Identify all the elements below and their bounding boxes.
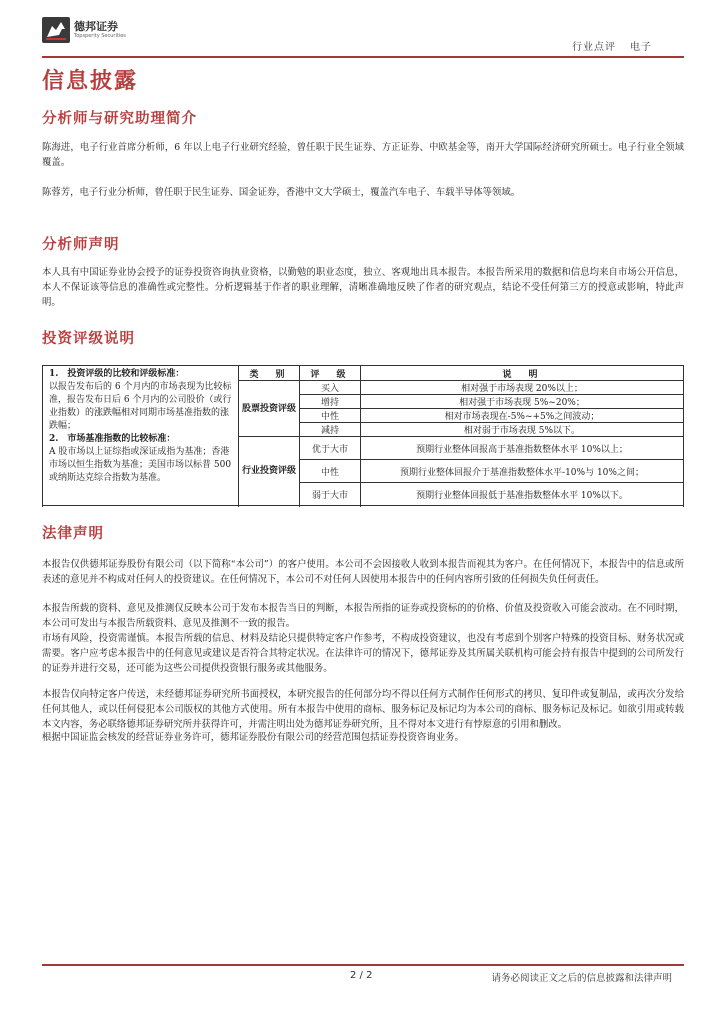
legal-paragraph-3: 市场有风险，投资需谨慎。本报告所载的信息、材料及结论只提供特定客户作参考，不构成投资建议，也没有考虑到个别客户特殊的投资目标、财务状况或需要。客户应考虑本报告中的任何意见或建议是否符合其特定状况。在法律许可的情况下，德邦证券及其所属关联机构可能会持有报告中提到的公司所发行的证券并进行交易，还可能为这些公司提供投资银行服务或其他服务。: [42, 633, 684, 675]
page-number: 2 / 2: [350, 970, 373, 981]
page-title: 信息披露: [42, 68, 139, 94]
legal-paragraph-5: 根据中国证监会核发的经营证券业务许可，德邦证券股份有限公司的经营范围包括证券投资咨询业务。: [42, 732, 464, 743]
analyst-intro-paragraph-1: 陈海进，电子行业首席分析师，6 年以上电子行业研究经验，曾任职于民生证券、方正证券、中欧基金等，南开大学国际经济研究所硕士。电子行业全领域覆盖。: [42, 142, 684, 169]
col-header-type: 类 别: [239, 366, 300, 381]
rating-neutral-desc: 相对市场表现在-5%~+5%之间波动；: [361, 409, 684, 423]
criteria-heading-1: 1. 投资评级的比较和评级标准：: [49, 369, 185, 379]
legal-paragraph-1: 本报告仅供德邦证券股份有限公司（以下简称“本公司”）的客户使用。本公司不会因接收人收到本报告而视其为客户。在任何情况下，本报告中的信息或所表述的意见并不构成对任何人的投资建议。在任何情况下，本公司不对任何人因使用本报告中的任何内容所引致的任何损失负任何责任。: [42, 559, 684, 586]
footer-note: 请务必阅读正文之后的信息披露和法律声明: [491, 973, 672, 984]
col-header-rating: 评 级: [300, 366, 361, 381]
rating-criteria-cell: [43, 366, 239, 506]
criteria-text-1: 以报告发布后的 6 个月内的市场表现为比较标准，报告发布日后 6 个月内的公司股价（或行业指数）的涨跌幅相对同期市场基准指数的涨跌幅；: [49, 382, 232, 431]
rating-outperform: 优于大市: [300, 437, 361, 460]
criteria-heading-2: 2. 市场基准指数的比较标准：: [49, 434, 176, 444]
rating-neutral: 中性: [300, 409, 361, 423]
section-title-analyst-intro: 分析师与研究助理简介: [42, 110, 197, 127]
report-type: 行业点评: [572, 42, 616, 53]
rating-overweight: 增持: [300, 395, 361, 409]
legal-paragraph-2: 本报告所载的资料、意见及推测仅反映本公司于发布本报告当日的判断，本报告所指的证券或投资标的的价格、价值及投资收入可能会波动。在不同时期，本公司可发出与本报告所载资料、意见及推测不一致的报告。: [42, 603, 684, 630]
industry-rating-group: 行业投资评级: [239, 437, 300, 506]
header-category: [572, 38, 652, 53]
col-header-desc: 说 明: [361, 366, 684, 381]
rating-buy-desc: 相对强于市场表现 20%以上；: [361, 381, 684, 395]
brand-name: 德邦证券: [74, 20, 118, 33]
stock-rating-group: 股票投资评级: [239, 381, 300, 437]
company-logo: [42, 17, 70, 43]
rating-industry-neutral: 中性: [300, 460, 361, 483]
legal-paragraph-4: 本报告仅向特定客户传送，未经德邦证券研究所书面授权，本研究报告的任何部分均不得以任何方式制作任何形式的拷贝、复印件或复制品，或再次分发给任何其他人，或以任何侵犯本公司版权的其他方式使用。所有本报告中使用的商标、服务标记及标记均为本公司的商标、服务标记及标记。如欲引用或转载本文内容，务必联络德邦证券研究所并获得许可，并需注明出处为德邦证券研究所，且不得对本文进行有悖原意的引用和删改。: [42, 689, 684, 731]
brand-english-name: Topsperity Securities: [74, 33, 126, 39]
section-title-legal: 法律声明: [42, 525, 104, 542]
rating-industry-neutral-desc: 预期行业整体回报介于基准指数整体水平-10%与 10%之间；: [361, 460, 684, 483]
rating-outperform-desc: 预期行业整体回报高于基准指数整体水平 10%以上；: [361, 437, 684, 460]
rating-overweight-desc: 相对强于市场表现 5%~20%；: [361, 395, 684, 409]
analyst-intro-paragraph-2: 陈蓉芳，电子行业分析师，曾任职于民生证券、国金证券，香港中文大学硕士，覆盖汽车电子、车载半导体等领域。: [42, 187, 521, 198]
header-divider: [42, 56, 684, 58]
analyst-statement-paragraph: 本人具有中国证券业协会授予的证券投资咨询执业资格，以勤勉的职业态度，独立、客观地出具本报告。本报告所采用的数据和信息均来自市场公开信息，本人不保证该等信息的准确性或完整性。分析逻辑基于作者的职业理解，清晰准确地反映了作者的研究观点，结论不受任何第三方的授意或影响，特此声明。: [42, 267, 684, 309]
criteria-text-2: A 股市场以上证综指或深证成指为基准；香港市场以恒生指数为基准；美国市场以标普 500 或纳斯达克综合指数为基准。: [49, 447, 232, 483]
footer-divider: [42, 964, 684, 966]
rating-underweight-desc: 相对弱于市场表现 5%以下。: [361, 423, 684, 437]
rating-underweight: 减持: [300, 423, 361, 437]
industry-label: 电子: [630, 42, 652, 53]
section-title-analyst-statement: 分析师声明: [42, 236, 120, 253]
rating-underperform-desc: 预期行业整体回报低于基准指数整体水平 10%以下。: [361, 483, 684, 506]
section-title-rating: 投资评级说明: [42, 330, 135, 347]
rating-table: [42, 365, 684, 506]
rating-underperform: 弱于大市: [300, 483, 361, 506]
rating-buy: 买入: [300, 381, 361, 395]
